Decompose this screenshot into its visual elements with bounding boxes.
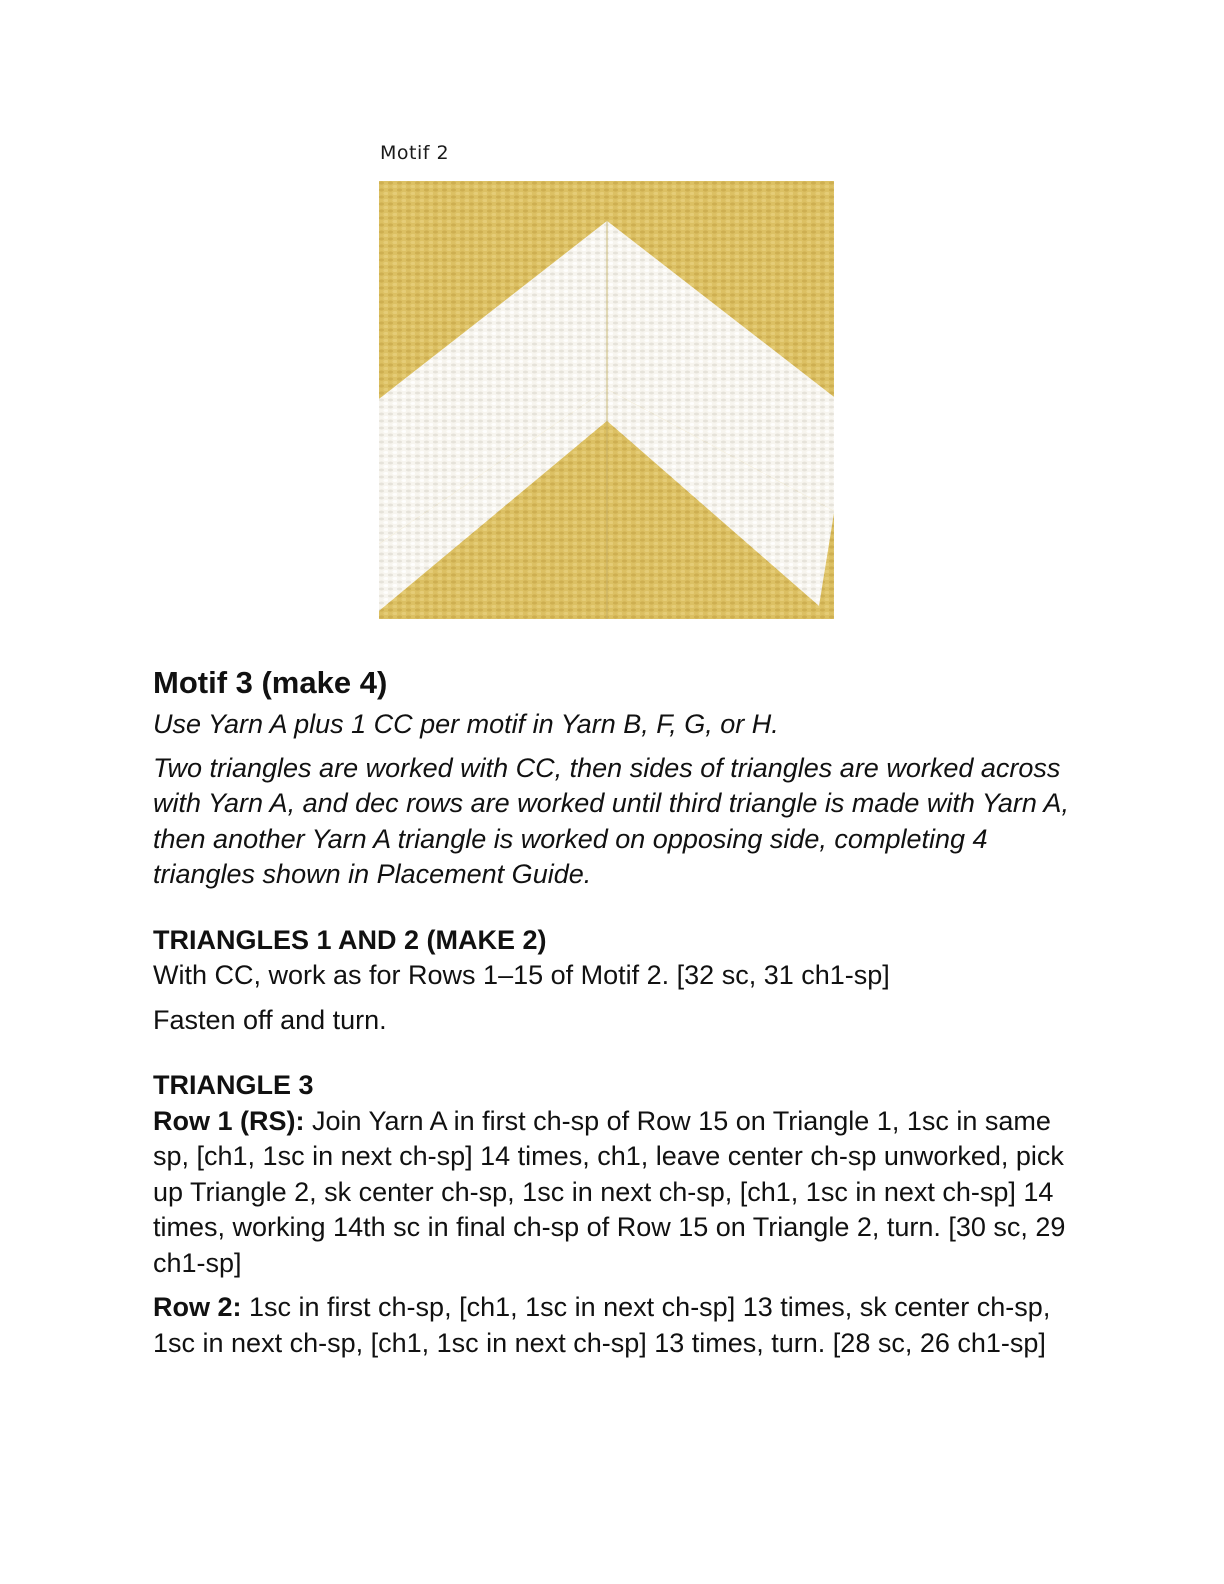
fasten-off-instruction: Fasten off and turn. [153,1004,387,1035]
row-2-text: 1sc in first ch-sp, [ch1, 1sc in next ch-sp] 13 times, sk center ch-sp, 1sc in next ch-sp, [ch1, 1sc in next ch-sp] 13 times, turn. [28 sc, 26 ch1-sp] [153,1292,1051,1358]
motif-3-title: Motif 3 (make 4) [153,665,388,700]
row-1-instruction [153,1104,1073,1282]
pattern-text [153,664,1073,1361]
triangle-3-heading: TRIANGLE 3 [153,1070,314,1101]
motif-2-photo [379,181,834,619]
row-1-label: Row 1 (RS): [153,1105,305,1136]
triangles-1-2-instruction: With CC, work as for Rows 1–15 of Motif 2. [32 sc, 31 ch1-sp] [153,960,890,991]
overview-note: Two triangles are worked with CC, then sides of triangles are worked across with Yarn A, and dec rows are worked until third triangle is made with Yarn A, then another Yarn A triangle is worked on opposing side, completing 4 triangles shown in Placement Guide. [153,752,1069,890]
figure-caption: Motif 2 [380,142,450,164]
row-2-instruction [153,1290,1073,1361]
row-2-label: Row 2: [153,1292,242,1323]
row-1-text: Join Yarn A in first ch-sp of Row 15 on Triangle 1, 1sc in same sp, [ch1, 1sc in next ch-sp] 14 times, ch1, leave center ch-sp unworked, pick up Triangle 2, sk center ch-sp, 1sc in next ch-sp, [ch1, 1sc in next ch-sp] 14 times, working 14th sc in final ch-sp of Row 15 on Triangle 2, turn. [30 sc, 29 ch1-sp] [153,1105,1066,1278]
crochet-motif-chevron-image [379,181,834,619]
yarn-note: Use Yarn A plus 1 CC per motif in Yarn B, F, G, or H. [153,709,779,740]
triangles-1-2-heading: TRIANGLES 1 AND 2 (MAKE 2) [153,924,547,955]
